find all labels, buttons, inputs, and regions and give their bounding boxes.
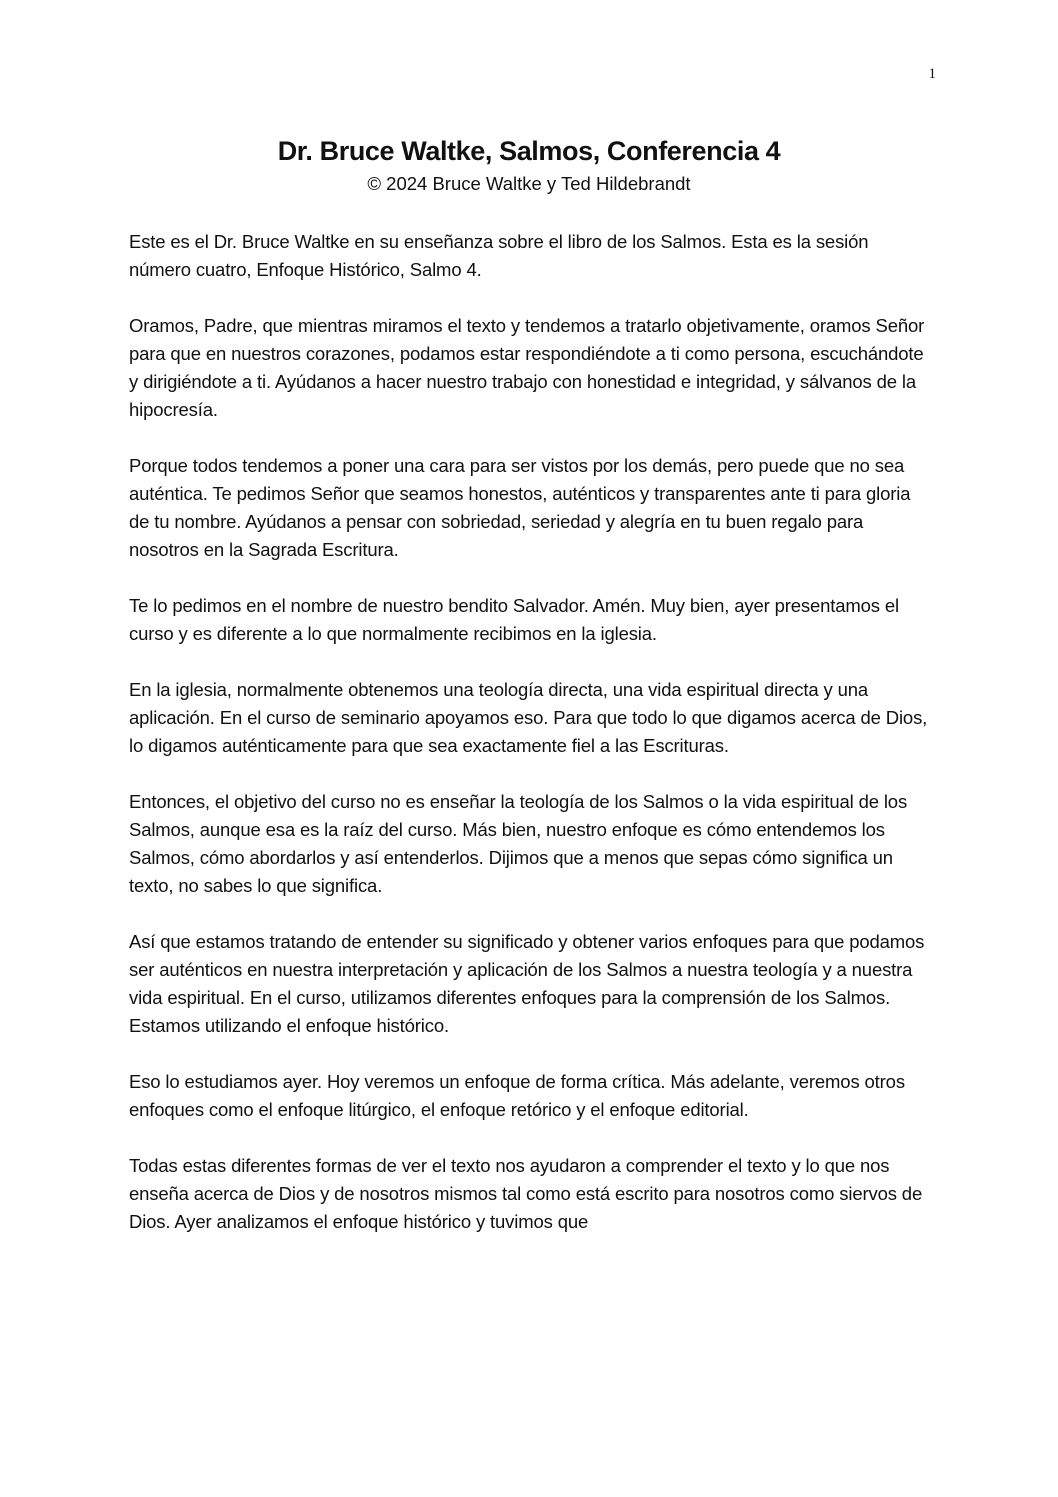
copyright-line: © 2024 Bruce Waltke y Ted Hildebrandt: [367, 173, 691, 194]
paragraph: Así que estamos tratando de entender su significado y obtener varios enfoques para que podamos ser auténticos en nuestra interpretación y aplicación de los Salmos a nuestra teología y a nuestra vida espiritual. En el curso, utilizamos diferentes enfoques para la comprensión de los Salmos. Estamos utilizando el enfoque histórico.: [129, 931, 925, 1036]
paragraph: Entonces, el objetivo del curso no es enseñar la teología de los Salmos o la vida espiritual de los Salmos, aunque esa es la raíz del curso. Más bien, nuestro enfoque es cómo entendemos los Salmos, cómo abordarlos y así entenderlos. Dijimos que a menos que sepas cómo significa un texto, no sabes lo que significa.: [129, 791, 908, 896]
paragraph: Oramos, Padre, que mientras miramos el texto y tendemos a tratarlo objetivamente, oramos Señor para que en nuestros corazones, podamos estar respondiéndote a ti como persona, escuchándote y dirigiéndote a ti. Ayúdanos a hacer nuestro trabajo con honestidad e integridad, y sálvanos de la hipocresía.: [129, 315, 925, 420]
page-number: 1: [928, 66, 936, 82]
document-header: [0, 132, 1058, 198]
paragraph: Todas estas diferentes formas de ver el texto nos ayudaron a comprender el texto y lo que nos enseña acerca de Dios y de nosotros mismos tal como está escrito para nosotros como siervos de Dios. Ayer analizamos el enfoque histórico y tuvimos que: [129, 1155, 923, 1232]
paragraph: Este es el Dr. Bruce Waltke en su enseñanza sobre el libro de los Salmos. Esta es la sesión número cuatro, Enfoque Histórico, Salmo 4.: [129, 231, 869, 280]
paragraph: En la iglesia, normalmente obtenemos una teología directa, una vida espiritual directa y una aplicación. En el curso de seminario apoyamos eso. Para que todo lo que digamos acerca de Dios, lo digamos auténticamente para que sea exactamente fiel a las Escrituras.: [129, 679, 928, 756]
document-body: [129, 228, 929, 1264]
document-title: Dr. Bruce Waltke, Salmos, Conferencia 4: [277, 136, 781, 166]
paragraph: Te lo pedimos en el nombre de nuestro bendito Salvador. Amén. Muy bien, ayer presentamos el curso y es diferente a lo que normalmente recibimos en la iglesia.: [129, 595, 899, 644]
paragraph: Eso lo estudiamos ayer. Hoy veremos un enfoque de forma crítica. Más adelante, veremos otros enfoques como el enfoque litúrgico, el enfoque retórico y el enfoque editorial.: [129, 1071, 905, 1120]
paragraph: Porque todos tendemos a poner una cara para ser vistos por los demás, pero puede que no sea auténtica. Te pedimos Señor que seamos honestos, auténticos y transparentes ante ti para gloria de tu nombre. Ayúdanos a pensar con sobriedad, seriedad y alegría en tu buen regalo para nosotros en la Sagrada Escritura.: [129, 455, 911, 560]
